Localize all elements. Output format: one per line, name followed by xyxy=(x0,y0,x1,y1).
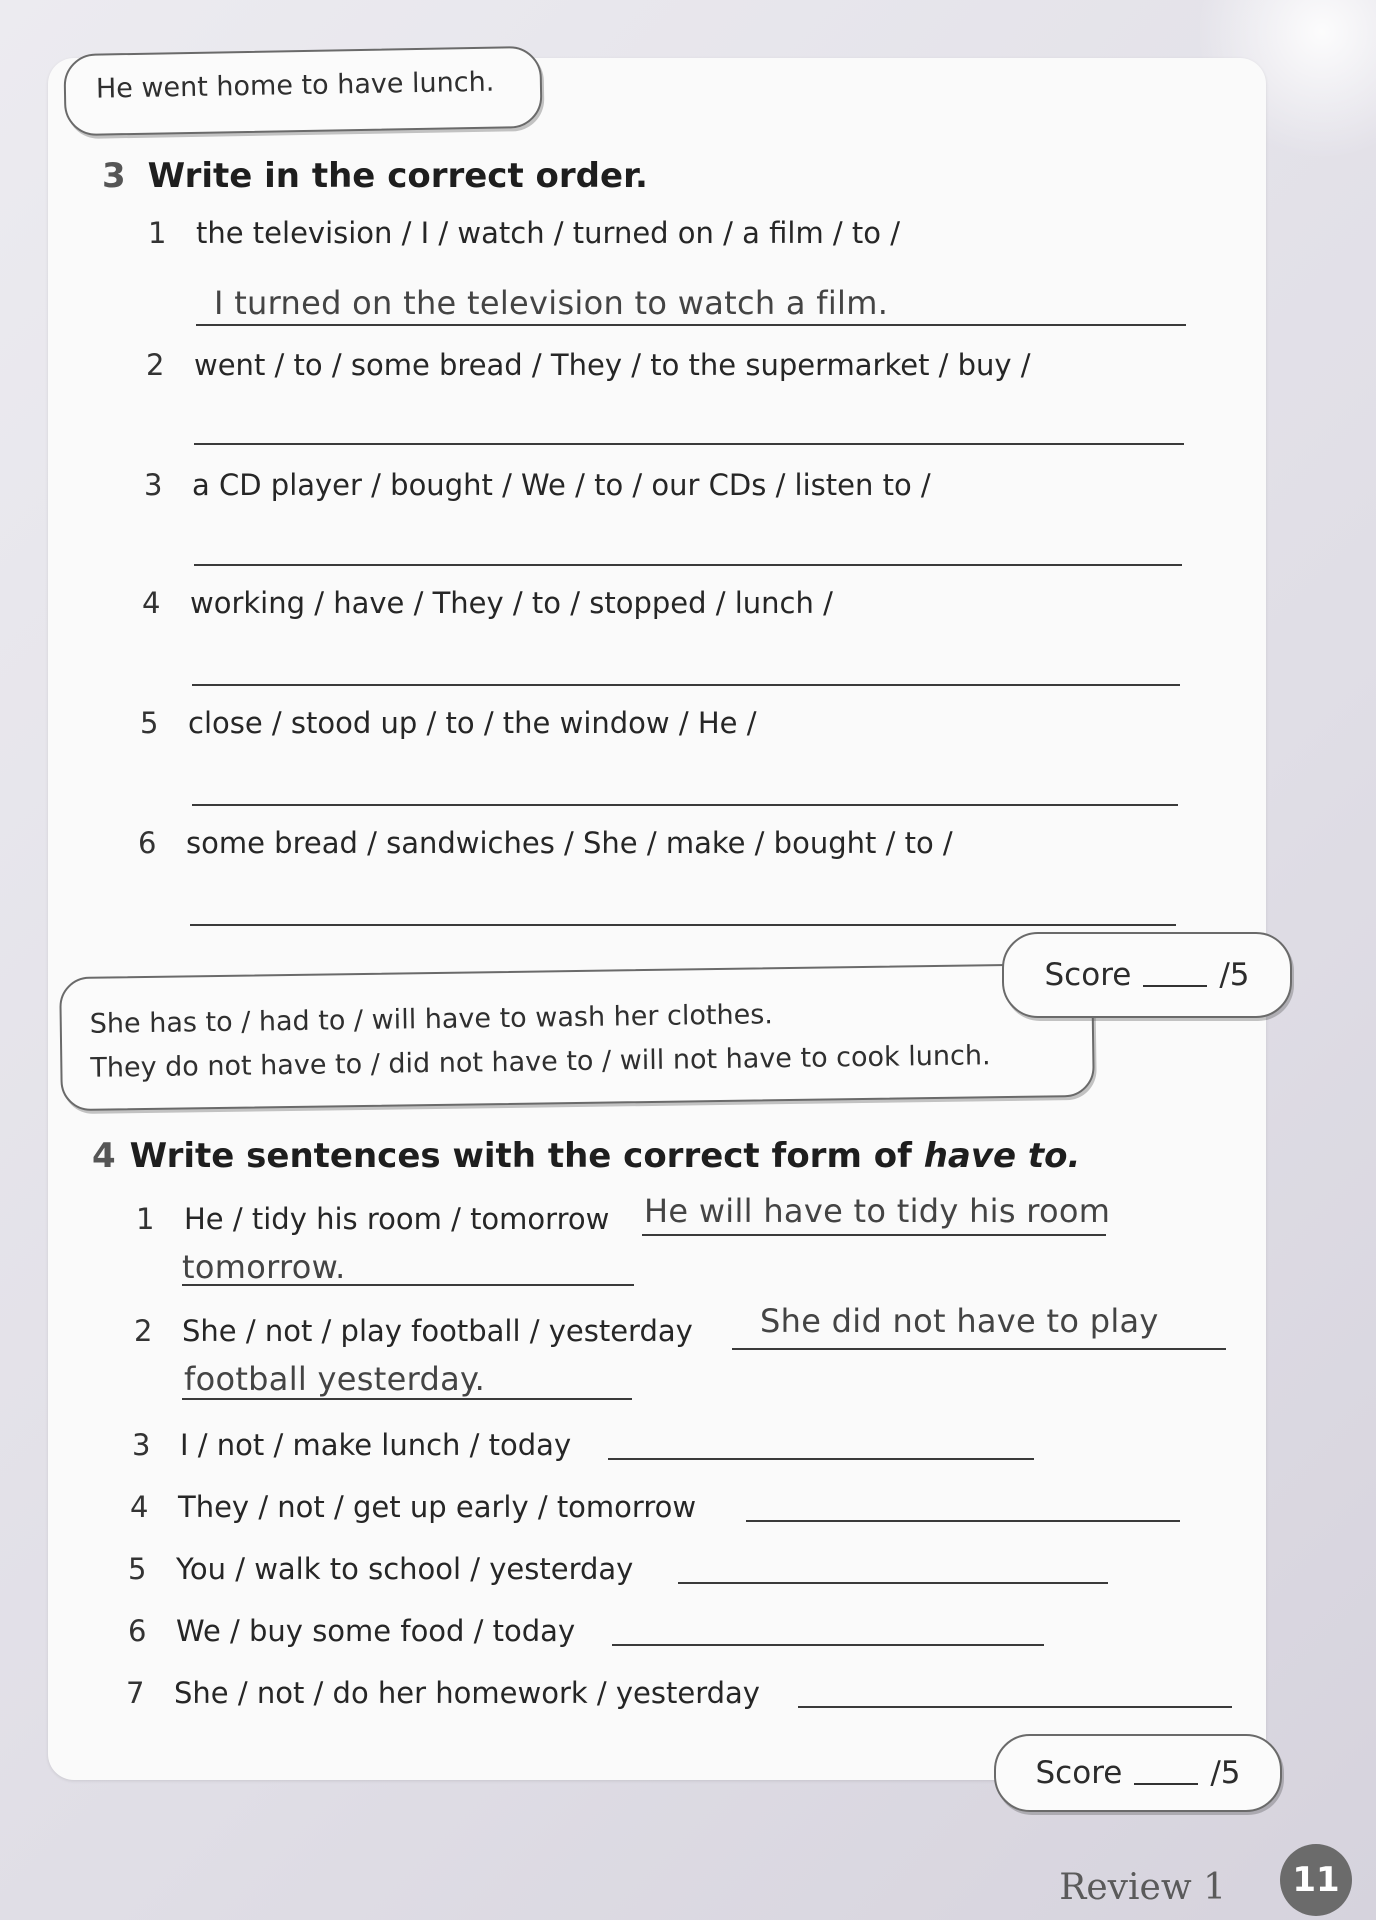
ex3-item-6 xyxy=(138,826,953,860)
ex3-answer-line-6[interactable] xyxy=(190,924,1176,926)
item-number: 5 xyxy=(140,706,159,740)
ex3-item-1 xyxy=(148,216,900,250)
item-number: 7 xyxy=(126,1676,145,1710)
example-line-1: She has to / had to / will have to wash her clothes. xyxy=(89,999,774,1040)
item-number: 6 xyxy=(128,1614,147,1648)
ex4-item-2 xyxy=(134,1314,693,1348)
ex4-answer-line-1b[interactable] xyxy=(182,1284,634,1286)
item-prompt: working / have / They / to / stopped / lunch / xyxy=(190,586,833,620)
ex4-answer-2b: football yesterday. xyxy=(184,1360,486,1398)
item-number: 3 xyxy=(132,1428,151,1462)
ex4-answer-line-1a[interactable] xyxy=(642,1234,1106,1236)
ex4-item-3 xyxy=(132,1428,571,1462)
item-number: 1 xyxy=(148,216,167,250)
ex4-answer-1b: tomorrow. xyxy=(182,1248,346,1286)
exercise-4-title xyxy=(92,1136,1080,1176)
item-number: 4 xyxy=(142,586,161,620)
item-number: 1 xyxy=(136,1202,155,1236)
ex3-answer-1: I turned on the television to watch a film. xyxy=(214,284,889,322)
score-label: Score xyxy=(1035,1755,1123,1791)
ex4-answer-line-2b[interactable] xyxy=(182,1398,632,1400)
ex4-item-5 xyxy=(128,1552,633,1586)
item-number: 2 xyxy=(146,348,165,382)
exercise-4-score-box xyxy=(994,1734,1282,1812)
ex4-answer-1a: He will have to tidy his room xyxy=(644,1192,1111,1230)
item-prompt: a CD player / bought / We / to / our CDs / listen to / xyxy=(192,468,931,502)
ex4-answer-line-3[interactable] xyxy=(608,1458,1034,1460)
ex4-answer-line-5[interactable] xyxy=(678,1582,1108,1584)
score-total: /5 xyxy=(1210,1755,1241,1791)
ex3-answer-line-5[interactable] xyxy=(192,804,1178,806)
score-blank[interactable] xyxy=(1134,1761,1198,1785)
ex4-item-7 xyxy=(126,1676,760,1710)
item-number: 3 xyxy=(144,468,163,502)
item-prompt: We / buy some food / today xyxy=(176,1614,576,1648)
ex3-item-2 xyxy=(146,348,1031,382)
item-prompt: I / not / make lunch / today xyxy=(180,1428,572,1462)
item-number: 4 xyxy=(130,1490,149,1524)
ex3-answer-line-2[interactable] xyxy=(194,443,1184,445)
exercise-instruction: Write sentences with the correct form of xyxy=(129,1136,924,1176)
ex3-answer-line-1[interactable] xyxy=(196,324,1186,326)
ex3-answer-line-4[interactable] xyxy=(192,684,1180,686)
ex4-answer-line-7[interactable] xyxy=(798,1706,1232,1708)
item-prompt: went / to / some bread / They / to the supermarket / buy / xyxy=(194,348,1031,382)
ex3-item-4 xyxy=(142,586,833,620)
ex4-answer-2a: She did not have to play xyxy=(760,1302,1159,1340)
ex3-item-5 xyxy=(140,706,757,740)
ex4-item-1 xyxy=(136,1202,609,1236)
exercise-3-score-box xyxy=(1002,932,1292,1018)
item-prompt: close / stood up / to / the window / He / xyxy=(188,706,757,740)
item-number: 5 xyxy=(128,1552,147,1586)
ex3-item-3 xyxy=(144,468,931,502)
item-prompt: some bread / sandwiches / She / make / bought / to / xyxy=(186,826,953,860)
exercise-instruction: Write in the correct order. xyxy=(147,156,648,196)
ex4-item-4 xyxy=(130,1490,696,1524)
ex4-answer-line-4[interactable] xyxy=(746,1520,1180,1522)
section-label: Review 1 xyxy=(1059,1867,1226,1908)
example-text: He went home to have lunch. xyxy=(95,66,495,105)
item-prompt: He / tidy his room / tomorrow xyxy=(184,1202,610,1236)
item-number: 6 xyxy=(138,826,157,860)
score-blank[interactable] xyxy=(1143,963,1207,987)
example-line-2: They do not have to / did not have to / will not have to cook lunch. xyxy=(90,1040,991,1084)
ex4-answer-line-6[interactable] xyxy=(612,1644,1044,1646)
item-prompt: They / not / get up early / tomorrow xyxy=(178,1490,697,1524)
worksheet-page xyxy=(48,58,1266,1791)
item-number: 2 xyxy=(134,1314,153,1348)
item-prompt: She / not / play football / yesterday xyxy=(182,1314,693,1348)
example-bubble-2 xyxy=(59,963,1095,1111)
ex4-answer-line-2a[interactable] xyxy=(732,1348,1226,1350)
example-bubble-1 xyxy=(63,46,542,136)
score-label: Score xyxy=(1044,957,1132,993)
item-prompt: She / not / do her homework / yesterday xyxy=(174,1676,760,1710)
item-prompt: the television / I / watch / turned on / a film / to / xyxy=(196,216,901,250)
page-number-badge: 11 xyxy=(1280,1844,1352,1916)
ex3-answer-line-3[interactable] xyxy=(194,564,1182,566)
exercise-number: 4 xyxy=(92,1136,116,1176)
ex4-item-6 xyxy=(128,1614,575,1648)
exercise-number: 3 xyxy=(102,156,126,196)
score-total: /5 xyxy=(1219,957,1250,993)
item-prompt: You / walk to school / yesterday xyxy=(176,1552,634,1586)
exercise-instruction-emphasis: have to. xyxy=(923,1136,1081,1176)
exercise-3-title xyxy=(102,156,648,196)
